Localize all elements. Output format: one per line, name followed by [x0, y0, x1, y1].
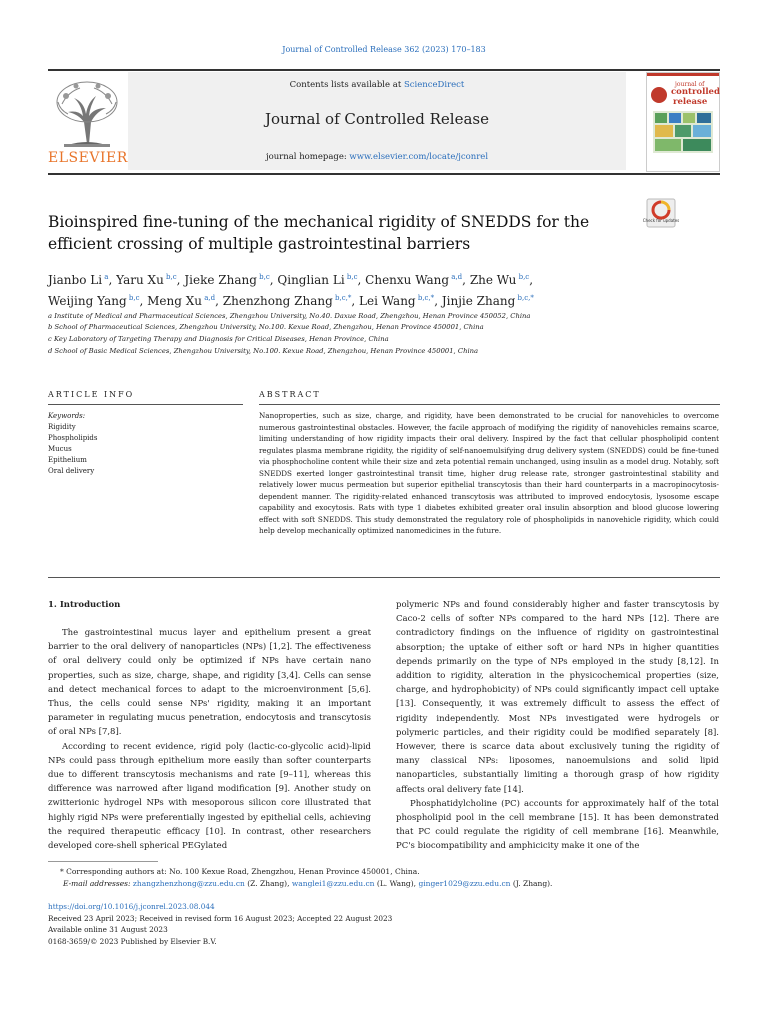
body-column-left [48, 626, 371, 853]
section-heading-introduction: 1. Introduction [48, 600, 121, 610]
author-affiliation-marker[interactable]: b,c [516, 273, 530, 281]
homepage-link[interactable]: www.elsevier.com/locate/jconrel [349, 152, 489, 162]
author-name[interactable]: Zhe Wu [469, 273, 517, 287]
email-owner: (L. Wang), [374, 879, 419, 888]
affiliation-c: c Key Laboratory of Targeting Therapy and Diagnosis for Critical Diseases, Henan Province, China [48, 335, 389, 343]
author-affiliation-marker[interactable]: b,c,* [332, 294, 352, 302]
journal-cover-thumbnail[interactable] [646, 72, 720, 172]
author-affiliation-marker[interactable]: a [102, 273, 109, 281]
cover-artwork-image [653, 111, 713, 153]
abstract-text: Nanoproperties, such as size, charge, and rigidity, have been demonstrated to be crucial for nanovehicles to overcome numerous gastrointestinal obstacles. However, the facile approach of modifying the rigidity of nanovehicles remains scarce, limiting understanding of how rigidity impacts their oral delivery. Inspired by the fact that cellular phospholipid content regulates plasma membrane rigidity, the rigidity of self-nanoemulsifying drug delivery system (SNEDDS) could be fine-tuned via phosphocholine content while their size and zeta potential remain unchanged, using insulin as a model drug. Notably, soft SNEDDS exerted longer gastrointestinal transit time, higher drug release rate, stronger gastrointestinal stability and relatively lower mucus permeation but superior epithelial transcytosis than their hard counterparts in a macropinocytosis-dependent manner. The rigidity-related enhanced transcytosis was attributed to improved endocytosis, lysosome escape capability and exocytosis. Rats with type 1 diabetes exhibited greater oral insulin absorption and blood glucose lowering effect with soft SNEDDS. This study demonstrated the regulatory role of phospholipids in nanovehicle rigidity, which could help develop mechanically optimized nanomedicines in the future. [259, 411, 719, 536]
corresponding-author-note: * Corresponding authors at: No. 100 Kexue Road, Zhengzhou, Henan Province 450001, China. [60, 867, 420, 876]
available-online: Available online 31 August 2023 [48, 925, 168, 934]
author-name[interactable]: Jinjie Zhang [441, 294, 516, 308]
title-line-2: efficient crossing of multiple gastrointestinal barriers [48, 235, 471, 253]
affiliation-d: d School of Basic Medical Sciences, Zhengzhou University, No.100. Kexue Road, Zhengzhou, Henan Province 450001, China [48, 347, 479, 355]
author-affiliation-marker[interactable]: a,d [202, 294, 216, 302]
author-affiliation-marker[interactable]: b,c [126, 294, 140, 302]
article-info-rule [48, 404, 243, 405]
author-name[interactable]: Lei Wang [359, 294, 416, 308]
author-affiliation-marker[interactable]: b,c,* [515, 294, 534, 302]
email-link[interactable]: zhangzhenzhong@zzu.edu.cn [132, 879, 245, 888]
email-addresses [63, 878, 552, 889]
keyword-item: Mucus [48, 445, 72, 453]
body-column-right [396, 598, 719, 854]
journal-citation[interactable]: Journal of Controlled Release 362 (2023) 170–183 [282, 45, 486, 54]
article-info-heading: ARTICLE INFO [48, 390, 135, 399]
cover-title-line1: journal of [675, 81, 705, 88]
author-line-2: Weijing Yang $^{b,c}$, Meng Xu $^{a,d}$, Zhenzhong Zhang $^{b,c,*}$, Lei Wang $^{b,c,*}$, Jinjie Zhang $^{b,c,*}$ [48, 294, 534, 308]
contents-prefix: Contents lists available at [289, 80, 404, 90]
cover-title-line2: controlled [671, 87, 720, 97]
email-owner: (Z. Zhang), [244, 879, 292, 888]
journal-title: Journal of Controlled Release [265, 110, 489, 128]
contents-line [128, 80, 626, 90]
email-label: E-mail addresses: [63, 879, 133, 888]
author-name[interactable]: Chenxu Wang [365, 273, 450, 287]
author-name[interactable]: Meng Xu [147, 294, 203, 308]
badge-label: Check for updates [642, 218, 680, 223]
author-name[interactable]: Qinglian Li [277, 273, 345, 287]
body-paragraph: The gastrointestinal mucus layer and epithelium present a great barrier to the oral delivery of nanoparticles (NPs) [1,2]. The effectiveness of oral delivery could only be optimized if NPs have certain nano properties, such as size, charge, shape, and rigidity [3,4]. Cells can sense and detect mechanical forces to adapt to the microenvironment [5,6]. Thus, the cells could sense NPs' rigidity, making it an important parameter in regulating mucus penetration, endocytosis and transcytosis of oral NPs [7,8]. [48, 628, 371, 738]
author-name[interactable]: Zhenzhong Zhang [222, 294, 333, 308]
sciencedirect-link[interactable]: ScienceDirect [403, 80, 465, 90]
doi-link[interactable]: https://doi.org/10.1016/j.jconrel.2023.08.044 [48, 902, 215, 911]
author-line-1: Jianbo Li $^a$, Yaru Xu $^{b,c}$, Jieke Zhang $^{b,c}$, Qinglian Li $^{b,c}$, Chenxu Wang $^{a,d}$, Zhe Wu $^{b,c}$, [48, 273, 534, 287]
cover-title-line3: release [673, 97, 708, 107]
check-for-updates-icon[interactable] [642, 198, 680, 228]
keyword-item: Rigidity [48, 423, 76, 431]
author-affiliation-marker[interactable]: a,d [449, 273, 463, 281]
header-bottom-rule [48, 173, 720, 175]
received-dates: Received 23 April 2023; Received in revised form 16 August 2023; Accepted 22 August 2023 [48, 914, 393, 923]
author-affiliation-marker[interactable]: b,c [344, 273, 358, 281]
cover-logo-icon [651, 87, 667, 103]
email-link[interactable]: ginger1029@zzu.edu.cn [418, 879, 511, 888]
title-line-1: Bioinspired fine-tuning of the mechanical rigidity of SNEDDS for the [48, 213, 590, 231]
author-affiliation-marker[interactable]: b,c [256, 273, 270, 281]
author-name[interactable]: Weijing Yang [48, 294, 127, 308]
body-paragraph: polymeric NPs and found considerably higher and faster transcytosis by Caco-2 cells of softer NPs compared to the hard NPs [12]. There are contradictory findings on the influence of rigidity on gastrointestinal absorption; the uptake of either soft or hard NPs in higher quantities depends primarily on the type of NPs employed in the study [8,12]. In addition to rigidity, alteration in the physicochemical properties (size, charge, and hydrophobicity) of NPs could significantly impact cell uptake [13]. Consequently, it was extremely difficult to assess the effect of rigidity independently. Most NPs investigated were hydrogels or polymeric particles, and their rigidity could be modified separately [8]. However, there is scarce data about exclusively tuning the rigidity of many classical NPs: liposomes, nanoemulsions and solid lipid nanoparticles, substantially limiting a thorough grasp of how rigidity affects oral delivery fate [14]. [396, 600, 719, 795]
abstract-rule [259, 404, 720, 405]
journal-homepage [128, 152, 626, 162]
author-name[interactable]: Jieke Zhang [184, 273, 257, 287]
affiliation-b: b School of Pharmaceutical Sciences, Zhengzhou University, No.100. Kexue Road, Zhengzhou, Henan Province 450001, China [48, 323, 484, 331]
keyword-item: Epithelium [48, 456, 87, 464]
affiliation-a: a Institute of Medical and Pharmaceutical Sciences, Zhengzhou University, No.40. Daxue Road, Zhengzhou, Henan Province 450052, China [48, 312, 531, 320]
body-paragraph: Phosphatidylcholine (PC) accounts for approximately half of the total phospholipid pool in the cell membrane [15]. It has been demonstrated that PC could regulate the rigidity of cell membrane [16]. Meanwhile, PC's biocompatibility and amphicicity make it one of the [396, 798, 719, 852]
keywords-label: Keywords: [48, 412, 86, 420]
body-paragraph: According to recent evidence, rigid poly (lactic-co-glycolic acid)-lipid NPs could pass through epithelium more easily than softer counterparts due to different transcytosis mechanisms and rate [9–11], whereas this difference was narrowed after ligand modification [9]. Another study on zwitterionic hydrogel NPs with mesoporous silicon core illustrated that highly rigid NPs were preferentially ingested by epithelial cells, achieving the required therapeutic efficacy [10]. In contrast, other researchers developed core-shell spherical PEGylated [48, 741, 371, 852]
email-link[interactable]: wanglei1@zzu.edu.cn [291, 879, 375, 888]
publisher-wordmark: ELSEVIER [48, 150, 128, 166]
article-title [48, 211, 608, 255]
header-top-rule [48, 69, 720, 71]
author-name[interactable]: Jianbo Li [48, 273, 103, 287]
author-affiliation-marker[interactable]: b,c [163, 273, 177, 281]
keyword-item: Phospholipids [48, 434, 98, 442]
footnote-rule [48, 861, 158, 862]
abstract-bottom-rule [48, 577, 720, 578]
keyword-item: Oral delivery [48, 467, 95, 475]
email-owner: (J. Zhang). [510, 879, 553, 888]
cover-top-stripe [647, 73, 719, 76]
homepage-prefix: journal homepage: [265, 152, 350, 162]
copyright-line: 0168-3659/© 2023 Published by Elsevier B.V. [48, 937, 217, 946]
author-name[interactable]: Yaru Xu [116, 273, 164, 287]
author-affiliation-marker[interactable]: b,c,* [415, 294, 435, 302]
abstract-heading: ABSTRACT [259, 390, 321, 399]
author-list [48, 268, 688, 310]
